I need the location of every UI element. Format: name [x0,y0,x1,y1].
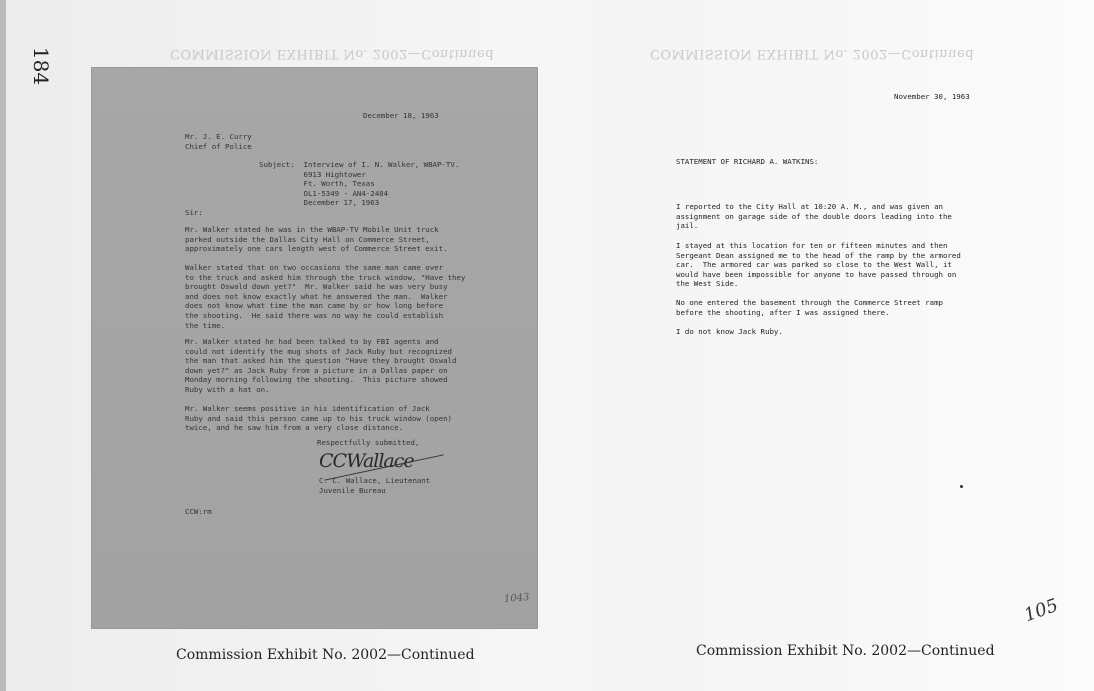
letter-paragraph-1: Mr. Walker stated he was in the WBAP-TV Mobile Unit truck parked outside the Dallas City Hall on Commerce Street, approximately one cars length west of Commerce Street exit. [185,225,448,254]
statement-paragraph-3: No one entered the basement through the Commerce Street ramp before the shooting, after I was assigned there. [676,298,943,317]
statement-paragraph-4: I do not know Jack Ruby. [676,327,783,336]
statement-paragraph-1: I reported to the City Hall at 10:20 A. M., and was given an assignment on garage side of the double doors leading into the jail. [676,202,952,231]
bleed-through-right: COMMISSION EXHIBIT No. 2002—Continued [650,46,975,61]
statement-heading: STATEMENT OF RICHARD A. WATKINS: [676,157,819,166]
bleed-through-left: COMMISSION EXHIBIT No. 2002—Continued [170,46,495,61]
page-number: 184 [29,46,53,86]
letter-cc: CCW:rm [185,507,212,516]
letter-salutation: Sir: [185,208,203,217]
letter-subject: Subject: Interview of I. N. Walker, WBAP-TV. 6913 Hightower Ft. Worth, Texas OL1-5349 - AN4-2484 December 17, 1963 [259,160,460,208]
page-stamp-number: 1043 [503,591,530,606]
statement-date: November 30, 1963 [894,92,970,101]
right-document [620,0,1094,691]
letter-paragraph-2: Walker stated that on two occasions the same man came over to the truck and asked him through the truck window, "Have they brought Oswald down yet?" Mr. Walker said he was very busy and does not know exactly what he answered the man. Walker does not know what time the man came by or how long before the shooting. He said there was no way he could establish the time. [185,263,466,330]
handwritten-signature: CCWallace [319,450,414,472]
binding-gutter [0,0,6,691]
speck [960,485,963,488]
letter-signer: C. C. Wallace, Lieutenant Juvenile Bureau [319,476,431,495]
letter-paragraph-3: Mr. Walker stated he had been talked to by FBI agents and could not identify the mug shots of Jack Ruby but recognized the man that asked him the question "Have they brought Oswald down yet?" as Jack Ruby from a picture in a Dallas paper on Monday morning following the shooting. This picture showed Ruby with a hat on. [185,337,457,394]
handwritten-page-number: 105 [1021,594,1061,627]
letter-closing: Respectfully submitted, [317,438,420,447]
letter-date: December 18, 1963 [363,111,439,120]
letter-addressee: Mr. J. E. Curry Chief of Police [185,132,252,151]
caption-right: Commission Exhibit No. 2002—Continued [696,643,995,659]
caption-left: Commission Exhibit No. 2002—Continued [176,647,475,663]
left-document-photocopy [91,67,538,629]
statement-paragraph-2: I stayed at this location for ten or fifteen minutes and then Sergeant Dean assigned me to the head of the ramp by the armored car. The armored car was parked so close to the West Wall, it would have been impossible for anyone to have passed through on the West Side. [676,241,961,289]
letter-paragraph-4: Mr. Walker seems positive in his identification of Jack Ruby and said this person came up to his truck window (open) twice, and he saw him from a very close distance. [185,404,452,433]
